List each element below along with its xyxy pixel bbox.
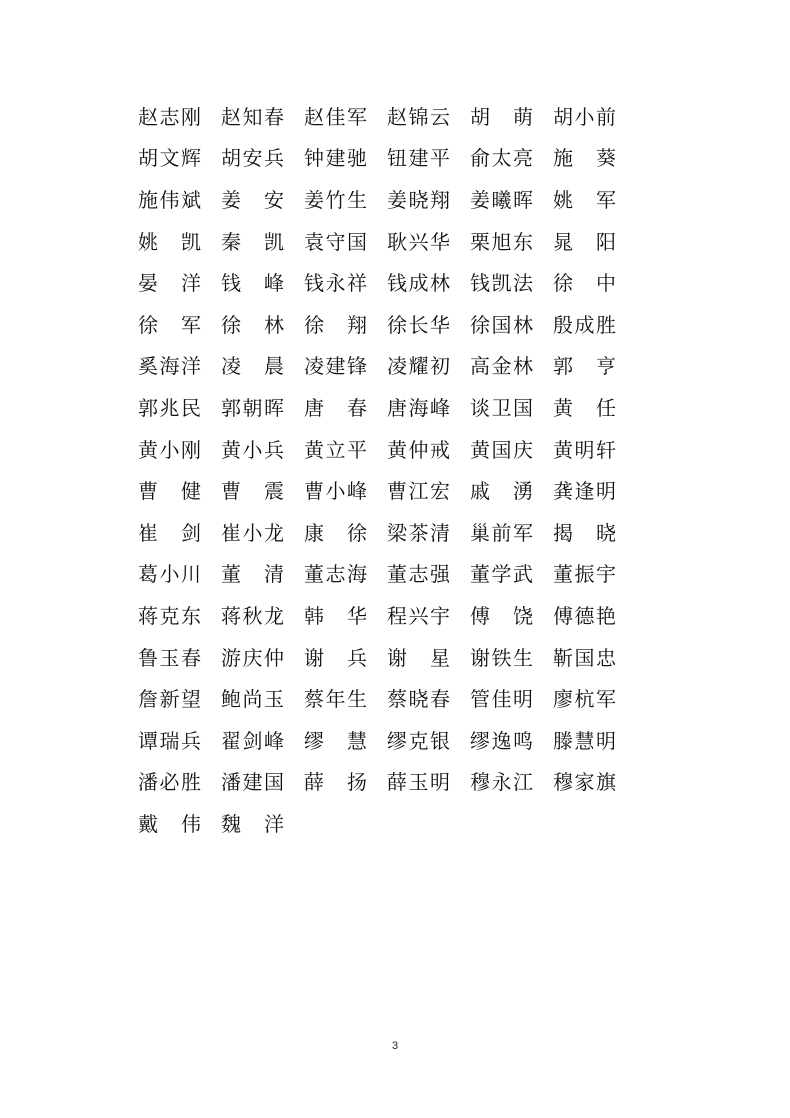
name-entry: 蔡 年 生 bbox=[304, 687, 367, 712]
name-entry: 徐 军 bbox=[138, 312, 201, 337]
name-entry: 滕 慧 明 bbox=[553, 728, 616, 753]
name-entry: 钱 永 祥 bbox=[304, 271, 367, 296]
name-entry: 曹 小 峰 bbox=[304, 479, 367, 504]
name-entry: 黄 国 庆 bbox=[470, 437, 533, 462]
name-entry: 赵 志 刚 bbox=[138, 104, 201, 129]
name-entry: 高 金 林 bbox=[470, 354, 533, 379]
name-row bbox=[138, 803, 636, 845]
name-entry: 谢 铁 生 bbox=[470, 645, 533, 670]
name-row bbox=[138, 637, 636, 679]
name-entry: 曹 健 bbox=[138, 479, 201, 504]
name-entry: 赵 佳 军 bbox=[304, 104, 367, 129]
name-entry: 秦 凯 bbox=[221, 229, 284, 254]
name-entry: 梁 茶 清 bbox=[387, 520, 450, 545]
name-entry: 缪 克 银 bbox=[387, 728, 450, 753]
name-entry: 钱 凯 法 bbox=[470, 271, 533, 296]
name-entry: 赵 知 春 bbox=[221, 104, 284, 129]
name-entry: 黄 任 bbox=[553, 395, 616, 420]
name-entry: 栗 旭 东 bbox=[470, 229, 533, 254]
name-row bbox=[138, 346, 636, 388]
name-entry: 董 志 海 bbox=[304, 562, 367, 587]
name-row bbox=[138, 470, 636, 512]
name-entry: 姜 曦 晖 bbox=[470, 187, 533, 212]
name-entry: 钟 建 驰 bbox=[304, 146, 367, 171]
name-entry: 葛 小 川 bbox=[138, 562, 201, 587]
name-row bbox=[138, 221, 636, 263]
name-entry: 徐 中 bbox=[553, 271, 616, 296]
name-entry: 廖 杭 军 bbox=[553, 687, 616, 712]
name-entry: 魏 洋 bbox=[221, 811, 284, 836]
name-row bbox=[138, 762, 636, 804]
name-entry: 凌 建 锋 bbox=[304, 354, 367, 379]
name-entry: 黄 明 轩 bbox=[553, 437, 616, 462]
name-entry: 蔡 晓 春 bbox=[387, 687, 450, 712]
name-entry: 胡 小 前 bbox=[553, 104, 616, 129]
name-entry: 薛 玉 明 bbox=[387, 770, 450, 795]
name-list bbox=[138, 96, 636, 845]
name-entry: 耿 兴 华 bbox=[387, 229, 450, 254]
name-row bbox=[138, 554, 636, 596]
name-entry: 唐 海 峰 bbox=[387, 395, 450, 420]
name-entry: 鲍 尚 玉 bbox=[221, 687, 284, 712]
name-entry: 胡 文 辉 bbox=[138, 146, 201, 171]
name-entry: 康 徐 bbox=[304, 520, 367, 545]
name-entry: 姜 竹 生 bbox=[304, 187, 367, 212]
name-row bbox=[138, 720, 636, 762]
name-entry: 董 清 bbox=[221, 562, 284, 587]
name-row bbox=[138, 429, 636, 471]
name-entry: 谢 星 bbox=[387, 645, 450, 670]
name-entry: 崔 小 龙 bbox=[221, 520, 284, 545]
name-entry: 崔 剑 bbox=[138, 520, 201, 545]
name-entry: 董 振 宇 bbox=[553, 562, 616, 587]
name-entry: 蒋 秋 龙 bbox=[221, 603, 284, 628]
name-entry: 谢 兵 bbox=[304, 645, 367, 670]
name-row bbox=[138, 512, 636, 554]
name-row bbox=[138, 595, 636, 637]
name-entry: 曹 震 bbox=[221, 479, 284, 504]
name-entry: 姚 凯 bbox=[138, 229, 201, 254]
name-entry: 穆 家 旗 bbox=[553, 770, 616, 795]
name-entry: 巢 前 军 bbox=[470, 520, 533, 545]
name-entry: 胡 安 兵 bbox=[221, 146, 284, 171]
name-entry: 晁 阳 bbox=[553, 229, 616, 254]
name-entry: 薛 扬 bbox=[304, 770, 367, 795]
name-row bbox=[138, 138, 636, 180]
name-entry: 施 葵 bbox=[553, 146, 616, 171]
name-entry: 姚 军 bbox=[553, 187, 616, 212]
name-entry: 戴 伟 bbox=[138, 811, 201, 836]
name-entry: 奚 海 洋 bbox=[138, 354, 201, 379]
page-number: 3 bbox=[391, 1040, 399, 1052]
name-entry: 黄 小 兵 bbox=[221, 437, 284, 462]
name-entry: 缪 逸 鸣 bbox=[470, 728, 533, 753]
name-entry: 郭 亨 bbox=[553, 354, 616, 379]
name-entry: 黄 小 刚 bbox=[138, 437, 201, 462]
name-entry: 曹 江 宏 bbox=[387, 479, 450, 504]
name-entry: 钮 建 平 bbox=[387, 146, 450, 171]
name-entry: 钱 成 林 bbox=[387, 271, 450, 296]
name-entry: 赵 锦 云 bbox=[387, 104, 450, 129]
name-entry: 谭 瑞 兵 bbox=[138, 728, 201, 753]
name-entry: 管 佳 明 bbox=[470, 687, 533, 712]
name-entry: 唐 春 bbox=[304, 395, 367, 420]
name-entry: 施 伟 斌 bbox=[138, 187, 201, 212]
name-entry: 徐 翔 bbox=[304, 312, 367, 337]
name-entry: 缪 慧 bbox=[304, 728, 367, 753]
name-entry: 袁 守 国 bbox=[304, 229, 367, 254]
name-entry: 翟 剑 峰 bbox=[221, 728, 284, 753]
name-row bbox=[138, 262, 636, 304]
name-entry: 殷 成 胜 bbox=[553, 312, 616, 337]
name-entry: 董 学 武 bbox=[470, 562, 533, 587]
name-entry: 潘 必 胜 bbox=[138, 770, 201, 795]
name-entry: 黄 仲 戒 bbox=[387, 437, 450, 462]
name-entry: 詹 新 望 bbox=[138, 687, 201, 712]
name-entry: 靳 国 忠 bbox=[553, 645, 616, 670]
name-entry: 郭 兆 民 bbox=[138, 395, 201, 420]
name-entry: 姜 安 bbox=[221, 187, 284, 212]
name-entry: 韩 华 bbox=[304, 603, 367, 628]
name-entry: 黄 立 平 bbox=[304, 437, 367, 462]
name-entry: 凌 晨 bbox=[221, 354, 284, 379]
name-entry: 鲁 玉 春 bbox=[138, 645, 201, 670]
name-entry: 穆 永 江 bbox=[470, 770, 533, 795]
name-row bbox=[138, 678, 636, 720]
name-entry: 晏 洋 bbox=[138, 271, 201, 296]
name-entry: 程 兴 宇 bbox=[387, 603, 450, 628]
name-entry: 游 庆 仲 bbox=[221, 645, 284, 670]
name-entry: 徐 林 bbox=[221, 312, 284, 337]
name-entry: 龚 逢 明 bbox=[553, 479, 616, 504]
name-entry: 徐 长 华 bbox=[387, 312, 450, 337]
name-entry: 揭 晓 bbox=[553, 520, 616, 545]
name-entry: 蒋 克 东 bbox=[138, 603, 201, 628]
name-entry: 郭 朝 晖 bbox=[221, 395, 284, 420]
name-entry: 潘 建 国 bbox=[221, 770, 284, 795]
name-entry: 俞 太 亮 bbox=[470, 146, 533, 171]
name-entry: 姜 晓 翔 bbox=[387, 187, 450, 212]
name-row bbox=[138, 304, 636, 346]
name-row bbox=[138, 179, 636, 221]
name-entry: 傅 德 艳 bbox=[553, 603, 616, 628]
name-entry: 徐 国 林 bbox=[470, 312, 533, 337]
name-row bbox=[138, 96, 636, 138]
name-row bbox=[138, 387, 636, 429]
name-entry: 戚 湧 bbox=[470, 479, 533, 504]
name-entry: 傅 饶 bbox=[470, 603, 533, 628]
name-entry: 凌 耀 初 bbox=[387, 354, 450, 379]
name-entry: 董 志 强 bbox=[387, 562, 450, 587]
name-entry: 钱 峰 bbox=[221, 271, 284, 296]
name-entry: 胡 萌 bbox=[470, 104, 533, 129]
name-entry: 谈 卫 国 bbox=[470, 395, 533, 420]
